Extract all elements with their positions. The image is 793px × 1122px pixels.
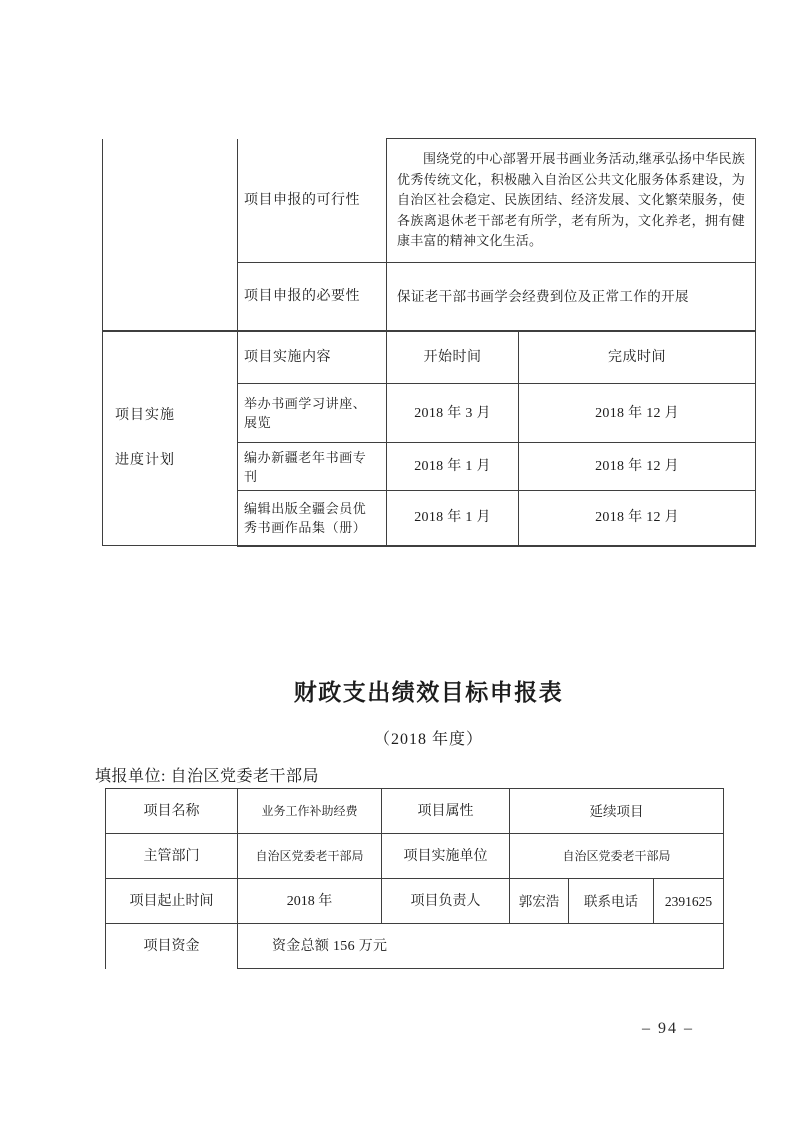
page-number: – 94 – (642, 1020, 694, 1037)
feasibility-text-cell: 围绕党的中心部署开展书画业务活动,继承弘扬中华民族优秀传统文化，积极融入自治区公共文化服务体系建设，为自治区社会稳定、民族团结、经济发展、文化繁荣服务，使各族离退休老干部老有所学，老有所为，文化养老，拥有健康丰富的精神文化生活。 (387, 139, 756, 263)
project-leader-label-cell: 项目负责人 (382, 879, 510, 924)
phone-label-cell: 联系电话 (569, 879, 654, 924)
schedule-start-cell: 2018 年 1 月 (387, 491, 519, 546)
top-table (102, 138, 756, 547)
feasibility-row (103, 139, 756, 263)
schedule-header-row (103, 331, 756, 384)
schedule-content-cell: 编办新疆老年书画专刊 (238, 443, 387, 491)
project-attribute-label-cell: 项目属性 (382, 789, 510, 834)
schedule-section-label-cell (103, 331, 238, 546)
schedule-header-content: 项目实施内容 (238, 331, 387, 384)
necessity-text-cell: 保证老干部书画学会经费到位及正常工作的开展 (387, 263, 756, 331)
feasibility-label-cell: 项目申报的可行性 (238, 139, 387, 263)
target-form-table (105, 788, 724, 969)
project-declaration-table (102, 138, 756, 547)
project-period-label-cell: 项目起止时间 (106, 879, 238, 924)
project-name-row (106, 789, 724, 834)
schedule-start-cell: 2018 年 1 月 (387, 443, 519, 491)
schedule-section-label-line1: 项目实施 (115, 408, 175, 424)
form-title: 财政支出绩效目标申报表 (293, 680, 564, 706)
project-fund-label-cell: 项目资金 (106, 924, 238, 969)
schedule-content-cell: 编辑出版全疆会员优秀书画作品集（册） (238, 491, 387, 546)
time-contact-row (106, 879, 724, 924)
implementing-unit-value-cell: 自治区党委老干部局 (510, 834, 724, 879)
form-subtitle: （2018 年度） (373, 731, 483, 748)
project-name-label-cell: 项目名称 (106, 789, 238, 834)
phone-value-cell: 2391625 (654, 879, 724, 924)
schedule-finish-cell: 2018 年 12 月 (519, 491, 756, 546)
fund-total-value-cell: 资金总额 156 万元 (238, 924, 724, 969)
project-period-value-cell: 2018 年 (238, 879, 382, 924)
supervising-department-label-cell: 主管部门 (106, 834, 238, 879)
project-name-value-cell: 业务工作补助经费 (238, 789, 382, 834)
department-row (106, 834, 724, 879)
supervising-department-value-cell: 自治区党委老干部局 (238, 834, 382, 879)
implementing-unit-label-cell: 项目实施单位 (382, 834, 510, 879)
schedule-content-cell: 举办书画学习讲座、展览 (238, 384, 387, 443)
reporting-unit-line: 填报单位: 自治区党委老干部局 (95, 768, 319, 785)
bottom-table (105, 788, 724, 969)
schedule-finish-cell: 2018 年 12 月 (519, 443, 756, 491)
schedule-section-label-line2: 进度计划 (115, 453, 175, 469)
project-leader-value-cell: 郭宏浩 (510, 879, 569, 924)
schedule-header-start: 开始时间 (387, 331, 519, 384)
necessity-label-cell: 项目申报的必要性 (238, 263, 387, 331)
project-attribute-value-cell: 延续项目 (510, 789, 724, 834)
schedule-start-cell: 2018 年 3 月 (387, 384, 519, 443)
carryover-empty-cell (103, 139, 238, 331)
schedule-header-finish: 完成时间 (519, 331, 756, 384)
project-fund-row (106, 924, 724, 969)
schedule-finish-cell: 2018 年 12 月 (519, 384, 756, 443)
